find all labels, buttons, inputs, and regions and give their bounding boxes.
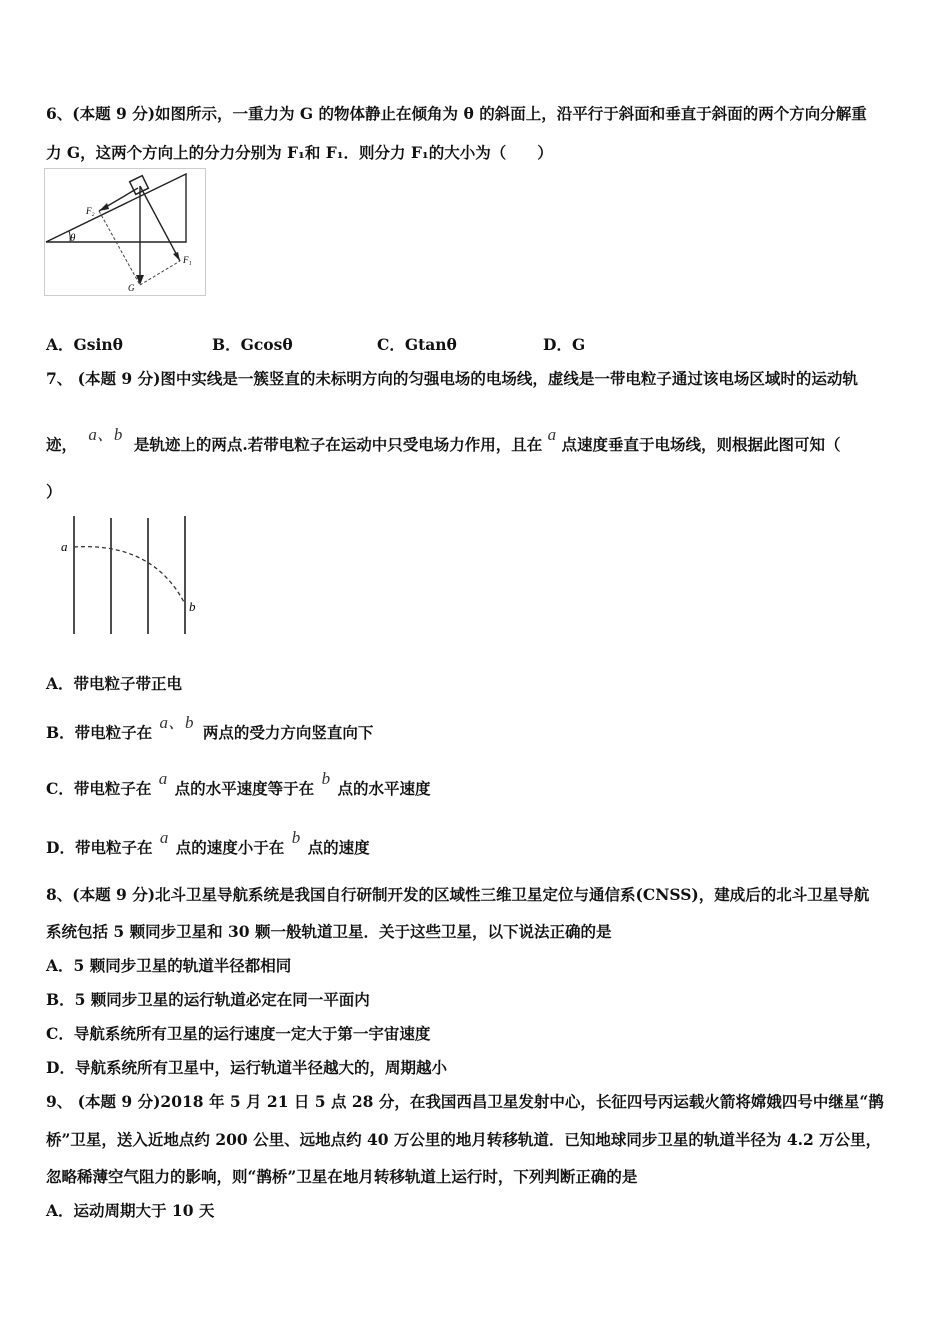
q6-option-d[interactable]: D．G <box>543 335 586 354</box>
q7-option-a[interactable]: A．带电粒子带正电 <box>46 674 183 693</box>
q7-option-c[interactable]: C．带电粒子在 a 点的水平速度等于在 b 点的水平速度 <box>46 769 431 798</box>
q6-option-c[interactable]: C．Gtanθ <box>377 335 457 354</box>
point-b-label: b <box>189 599 196 614</box>
q6-stem-line2: 力 G，这两个方向上的分力分别为 F₁和 F₁．则分力 F₁的大小为（ ） <box>46 143 553 162</box>
q8-option-d[interactable]: D．导航系统所有卫星中，运行轨道半径越大的，周期越小 <box>46 1058 447 1077</box>
q9-stem-line1: 9、 (本题 9 分)2018 年 5 月 21 日 5 点 28 分，在我国西昌卫星发射中心，长征四号丙运载火箭将嫦娥四号中继星“鹊 <box>46 1092 884 1111</box>
q8-stem-line1: 8、(本题 9 分)北斗卫星导航系统是我国自行研制开发的区域性三维卫星定位与通信系(CNSS)，建成后的北斗卫星导航 <box>46 885 870 904</box>
f1-arrow <box>140 186 180 261</box>
angle-label: θ <box>70 232 76 244</box>
label-g: G <box>128 283 135 293</box>
q9-stem-line3: 忽略稀薄空气阻力的影响，则“鹊桥”卫星在地月转移轨道上运行时，下列判断正确的是 <box>46 1167 638 1186</box>
q9-option-a[interactable]: A．运动周期大于 10 天 <box>46 1201 215 1220</box>
trajectory <box>74 547 185 604</box>
label-f2: F₂ <box>86 206 95 216</box>
q7-stem-line2: 迹， a、b 是轨迹上的两点.若带电粒子在运动中只受电场力作用，且在 a 点速度垂直于电场线，则根据此图可知（ <box>46 425 841 454</box>
q7-stem-line1: 7、 (本题 9 分)图中实线是一簇竖直的未标明方向的匀强电场的电场线，虚线是一带电粒子通过该电场区域时的运动轨 <box>46 369 858 388</box>
q9-stem-line2: 桥”卫星，送入近地点约 200 公里、远地点约 40 万公里的地月转移轨道．已知地球同步卫星的轨道半径为 4.2 万公里， <box>46 1130 882 1149</box>
label-f1: F₁ <box>183 255 192 265</box>
q8-option-a[interactable]: A．5 颗同步卫星的轨道半径都相同 <box>46 956 292 975</box>
q6-incline-figure <box>44 168 208 298</box>
q7-option-d[interactable]: D．带电粒子在 a 点的速度小于在 b 点的速度 <box>46 828 370 857</box>
q7-option-b[interactable]: B．带电粒子在 a、b 两点的受力方向竖直向下 <box>46 713 374 742</box>
q8-stem-line2: 系统包括 5 颗同步卫星和 30 颗一般轨道卫星．关于这些卫星，以下说法正确的是 <box>46 922 612 941</box>
q7-field-figure <box>58 514 208 638</box>
q7-stem-line3: ） <box>46 482 62 501</box>
q8-option-c[interactable]: C．导航系统所有卫星的运行速度一定大于第一宇宙速度 <box>46 1024 431 1043</box>
inline-ab: a、b <box>88 425 123 444</box>
q6-option-b[interactable]: B．Gcosθ <box>212 335 293 354</box>
point-a-label: a <box>61 539 68 554</box>
q6-option-a[interactable]: A．Gsinθ <box>46 335 123 354</box>
figure-frame <box>45 169 206 296</box>
q8-option-b[interactable]: B．5 颗同步卫星的运行轨道必定在同一平面内 <box>46 990 370 1009</box>
inline-a: a <box>547 425 557 444</box>
q6-stem-line1: 6、(本题 9 分)如图所示，一重力为 G 的物体静止在倾角为 θ 的斜面上，沿平行于斜面和垂直于斜面的两个方向分解重 <box>46 104 867 123</box>
